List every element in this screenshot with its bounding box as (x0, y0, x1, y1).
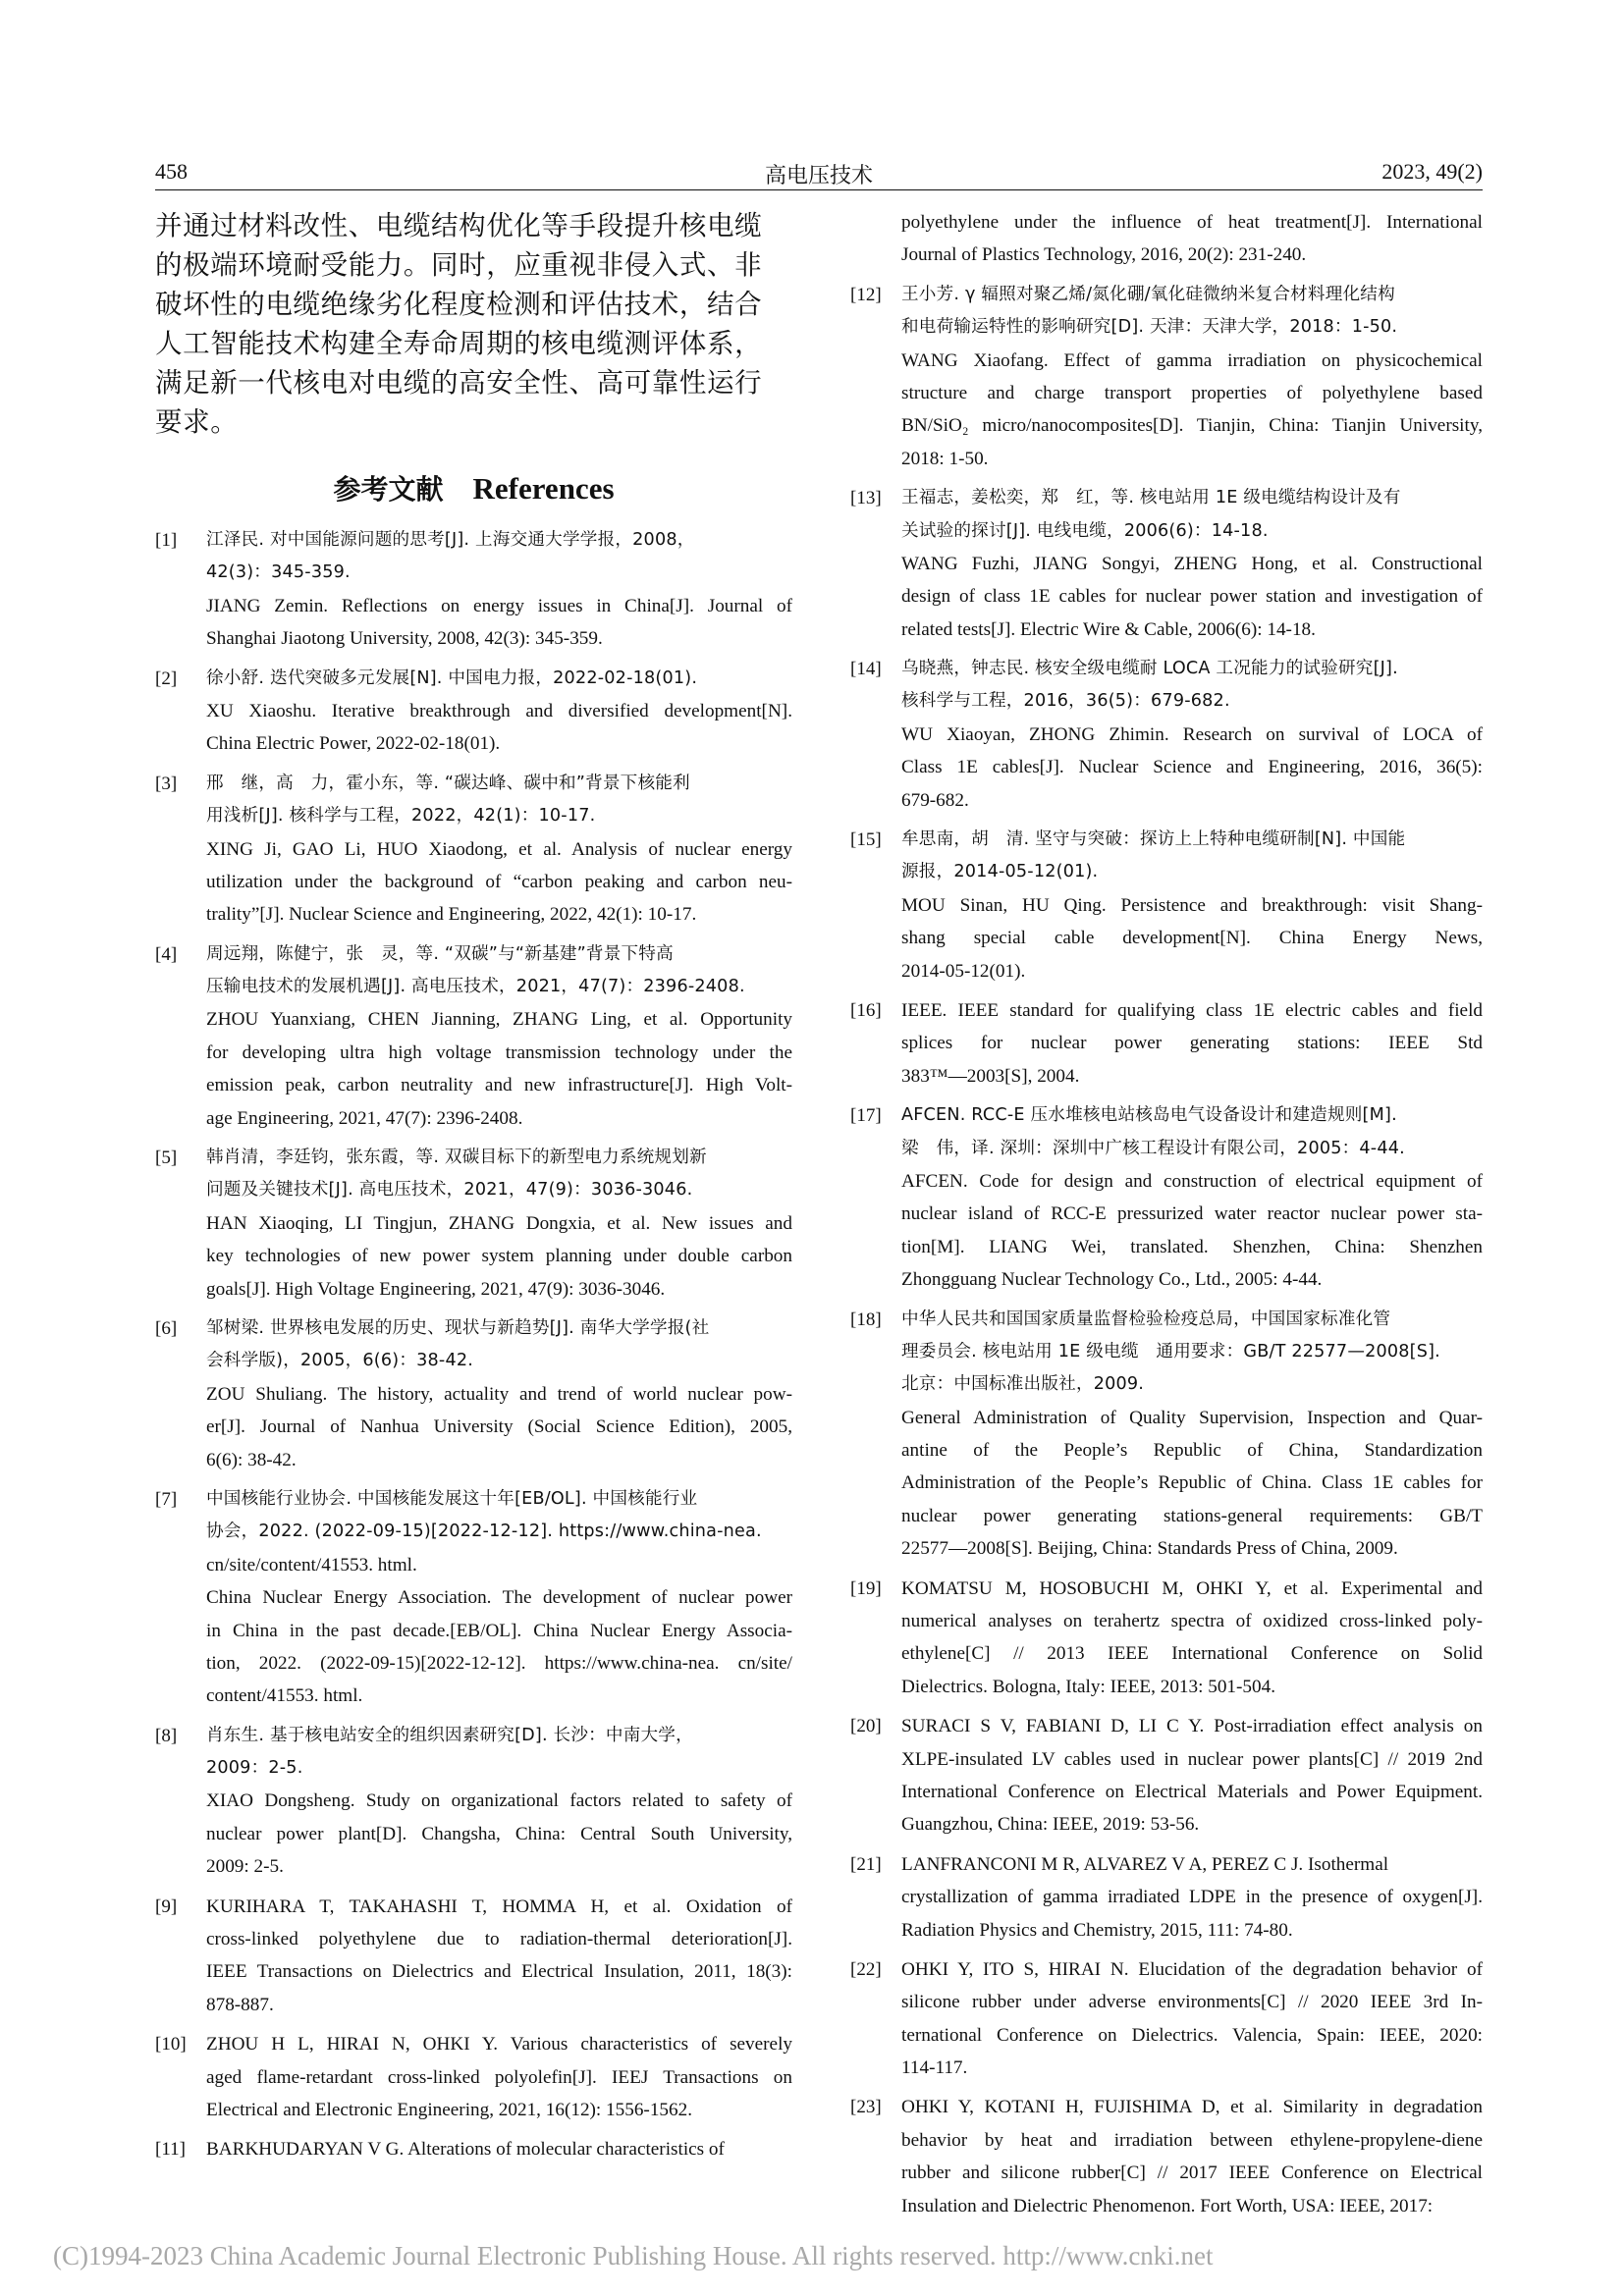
reference-line: design of class 1E cables for nuclear power station and investigation of (901, 586, 1483, 608)
reference-item (850, 1573, 1483, 1704)
reference-number: [14] (850, 659, 882, 680)
reference-line: ZHOU Yuanxiang, CHEN Jianning, ZHANG Ling, et al. Opportunity (206, 1009, 792, 1031)
page-number: 458 (155, 159, 188, 184)
reference-line: 878-887. (206, 1994, 274, 2015)
reference-line: 王福志，姜松奕，郑 红，等. 核电站用 1E 级电缆结构设计及有 (901, 488, 1401, 508)
reference-line: KURIHARA T, TAKAHASHI T, HOMMA H, et al. Oxidation of (206, 1896, 792, 1917)
references-heading-zh: 参考文献 (333, 473, 444, 506)
reference-number: [7] (155, 1488, 178, 1510)
reference-number: [13] (850, 488, 882, 509)
reference-line: content/41553. html. (206, 1685, 363, 1707)
reference-line: tion, 2022. (2022-09-15)[2022-12-12]. https://www.china-nea. cn/site/ (206, 1652, 792, 1674)
reference-line: 679-682. (901, 789, 969, 811)
paragraph-line: 的极端环境耐受能力。同时，应重视非侵入式、非 (155, 249, 763, 281)
paragraph-line: 人工智能技术构建全寿命周期的核电缆测评体系， (155, 328, 763, 359)
reference-line: XING Ji, GAO Li, HUO Xiaodong, et al. Analysis of nuclear energy (206, 838, 792, 860)
reference-line: Insulation and Dielectric Phenomenon. Fort Worth, USA: IEEE, 2017: (901, 2195, 1434, 2216)
reference-line: trality”[J]. Nuclear Science and Engineering, 2022, 42(1): 10-17. (206, 904, 697, 926)
reference-item (850, 1953, 1483, 2085)
reference-line: nuclear island of RCC-E pressurized water reactor nuclear power sta- (901, 1203, 1483, 1225)
left-column (155, 206, 792, 2173)
reference-line: 中国核能行业协会. 中国核能发展这十年[EB/OL]. 中国核能行业 (206, 1488, 698, 1509)
reference-line: OHKI Y, KOTANI H, FUJISHIMA D, et al. Similarity in degradation (901, 2097, 1483, 2118)
reference-line: Radiation Physics and Chemistry, 2015, 111: 74-80. (901, 1919, 1293, 1941)
reference-line: XIAO Dongsheng. Study on organizational factors related to safety of (206, 1790, 792, 1812)
header-rule (155, 189, 1483, 190)
reference-line: shang special cable development[N]. China Energy News, (901, 928, 1483, 949)
reference-line: OHKI Y, ITO S, HIRAI N. Elucidation of the degradation behavior of (901, 1958, 1483, 1980)
conclusion-paragraph (155, 206, 792, 442)
reference-number: [10] (155, 2034, 187, 2056)
reference-line: related tests[J]. Electric Wire & Cable, 2006(6): 14-18. (901, 618, 1316, 640)
reference-line: 6(6): 38-42. (206, 1449, 297, 1470)
running-header (155, 153, 1483, 192)
reference-line: 源报，2014-05-12(01). (901, 862, 1099, 882)
reference-line: XU Xiaoshu. Iterative breakthrough and diversified development[N]. (206, 700, 792, 721)
reference-item (155, 768, 792, 932)
reference-item (850, 2091, 1483, 2222)
paragraph-line: 并通过材料改性、电缆结构优化等手段提升核电缆 (155, 210, 763, 241)
reference-number: [20] (850, 1716, 882, 1737)
reference-line: ZOU Shuliang. The history, actuality and trend of world nuclear pow- (206, 1383, 792, 1405)
reference-list-left (155, 524, 792, 2166)
reference-line: ethylene[C] // 2013 IEEE International Conference on Solid (901, 1643, 1483, 1665)
reference-line: for developing ultra high voltage transmission technology under the (206, 1041, 792, 1063)
reference-list-right (850, 206, 1483, 2222)
reference-line: International Conference on Electrical Materials and Power Equipment. (901, 1781, 1483, 1802)
reference-number: [3] (155, 773, 178, 794)
reference-line: China Nuclear Energy Association. The development of nuclear power (206, 1587, 792, 1609)
reference-item (850, 1710, 1483, 1842)
reference-item (850, 482, 1483, 646)
reference-line: silicone rubber under adverse environments[C] // 2020 IEEE 3rd In- (901, 1992, 1483, 2013)
reference-number: [4] (155, 943, 178, 965)
reference-line: JIANG Zemin. Reflections on energy issues in China[J]. Journal of (206, 595, 792, 616)
reference-line: HAN Xiaoqing, LI Tingjun, ZHANG Dongxia, et al. New issues and (206, 1212, 792, 1234)
reference-line: AFCEN. Code for design and construction of electrical equipment of (901, 1170, 1483, 1192)
paragraph-line: 破坏性的电缆绝缘劣化程度检测和评估技术，结合 (155, 289, 763, 320)
reference-line: rubber and silicone rubber[C] // 2017 IEEE Conference on Electrical (901, 2163, 1483, 2184)
reference-line: 北京：中国标准出版社，2009. (901, 1374, 1145, 1395)
reference-line: Shanghai Jiaotong University, 2008, 42(3): 345-359. (206, 628, 603, 650)
reference-line: 2018: 1-50. (901, 448, 989, 469)
reference-line: 问题及关键技术[J]. 高电压技术，2021，47(9)：3036-3046. (206, 1180, 693, 1201)
reference-line: XLPE-insulated LV cables used in nuclear power plants[C] // 2019 2nd (901, 1748, 1483, 1770)
reference-line: BARKHUDARYAN V G. Alterations of molecular characteristics of (206, 2139, 725, 2161)
reference-line: 牟思南，胡 清. 坚守与突破：探访上上特种电缆研制[N]. 中国能 (901, 829, 1406, 850)
reference-line: cn/site/content/41553. html. (206, 1554, 417, 1575)
reference-line: age Engineering, 2021, 47(7): 2396-2408. (206, 1107, 523, 1129)
reference-number: [16] (850, 999, 882, 1021)
copyright-footer: (C)1994-2023 China Academic Journal Electronic Publishing House. All rights reserved. http://www.cnki.net (53, 2241, 1214, 2270)
reference-line: 理委员会. 核电站用 1E 级电缆 通用要求：GB/T 22577—2008[S]. (901, 1341, 1440, 1362)
reference-number: [5] (155, 1148, 178, 1169)
reference-line: AFCEN. RCC-E 压水堆核电站核岛电气设备设计和建造规则[M]. (901, 1105, 1397, 1126)
reference-line: WANG Fuzhi, JIANG Songyi, ZHENG Hong, et al. Constructional (901, 553, 1483, 574)
reference-line: in China in the past decade.[EB/OL]. China Nuclear Energy Associa- (206, 1620, 792, 1641)
reference-line: BN/SiO₂ micro/nanocomposites[D]. Tianjin, China: Tianjin University, (901, 415, 1483, 437)
references-heading-en: References (472, 471, 615, 506)
reference-line: er[J]. Journal of Nanhua University (Social Science Edition), 2005, (206, 1416, 792, 1438)
reference-item (155, 938, 792, 1135)
reference-line: nuclear power plant[D]. Changsha, China: Central South University, (206, 1823, 792, 1844)
reference-line: 江泽民. 对中国能源问题的思考[J]. 上海交通大学学报，2008， (206, 530, 695, 550)
reference-item (850, 1099, 1483, 1296)
reference-line: KOMATSU M, HOSOBUCHI M, OHKI Y, et al. Experimental and (901, 1577, 1483, 1599)
reference-item (850, 653, 1483, 817)
reference-item (155, 663, 792, 761)
reference-line: 乌晓燕，钟志民. 核安全级电缆耐 LOCA 工况能力的试验研究[J]. (901, 659, 1398, 679)
paragraph-line: 要求。 (155, 406, 239, 438)
reference-line: IEEE Transactions on Dielectrics and Electrical Insulation, 2011, 18(3): (206, 1961, 792, 1983)
issue-info: 2023, 49(2) (1381, 159, 1483, 184)
reference-number: [21] (850, 1853, 882, 1875)
reference-item (155, 2028, 792, 2126)
reference-line: 邹树梁. 世界核电发展的历史、现状与新趋势[J]. 南华大学学报(社 (206, 1317, 710, 1338)
reference-line: Guangzhou, China: IEEE, 2019: 53-56. (901, 1814, 1200, 1836)
reference-line: Administration of the People’s Republic of China. Class 1E cables for (901, 1472, 1483, 1494)
reference-line: polyethylene under the influence of heat treatment[J]. International (901, 212, 1483, 233)
reference-line: SURACI S V, FABIANI D, LI C Y. Post-irradiation effect analysis on (901, 1716, 1483, 1737)
reference-line: splices for nuclear power generating stations: IEEE Std (901, 1033, 1483, 1054)
reference-line: MOU Sinan, HU Qing. Persistence and breakthrough: visit Shang- (901, 894, 1483, 916)
reference-line: ternational Conference on Dielectrics. Valencia, Spain: IEEE, 2020: (901, 2024, 1483, 2046)
reference-line: key technologies of new power system planning under double carbon (206, 1246, 792, 1267)
reference-line: 压输电技术的发展机遇[J]. 高电压技术，2021，47(7)：2396-2408. (206, 977, 745, 997)
reference-item (850, 1304, 1483, 1566)
reference-number: [12] (850, 284, 882, 305)
reference-item (155, 1142, 792, 1306)
reference-line: antine of the People’s Republic of China, Standardization (901, 1440, 1483, 1462)
reference-line: Dielectrics. Bologna, Italy: IEEE, 2013: 501-504. (901, 1676, 1275, 1697)
reference-item (155, 1312, 792, 1476)
reference-item (155, 2133, 792, 2165)
reference-line: Journal of Plastics Technology, 2016, 20(2): 231-240. (901, 244, 1307, 266)
reference-line: cross-linked polyethylene due to radiation-thermal deterioration[J]. (206, 1929, 792, 1950)
reference-number: [8] (155, 1725, 178, 1746)
reference-line: 肖东生. 基于核电站安全的组织因素研究[D]. 长沙：中南大学， (206, 1725, 693, 1745)
reference-line: 42(3)：345-359. (206, 562, 351, 583)
reference-line: WANG Xiaofang. Effect of gamma irradiation on physicochemical (901, 349, 1483, 371)
reference-line: 2014-05-12(01). (901, 960, 1026, 982)
reference-line: 韩肖清，李廷钧，张东霞，等. 双碳目标下的新型电力系统规划新 (206, 1148, 707, 1168)
reference-line: General Administration of Quality Supervision, Inspection and Quar- (901, 1407, 1483, 1428)
reference-line: goals[J]. High Voltage Engineering, 2021, 47(9): 3036-3046. (206, 1278, 666, 1300)
reference-line: LANFRANCONI M R, ALVAREZ V A, PEREZ C J. Isothermal (901, 1853, 1389, 1875)
reference-item (850, 279, 1483, 475)
reference-line: WU Xiaoyan, ZHONG Zhimin. Research on survival of LOCA of (901, 723, 1483, 745)
reference-line: Zhongguang Nuclear Technology Co., Ltd., 2005: 4-44. (901, 1269, 1323, 1291)
reference-line: nuclear power generating stations-general requirements: GB/T (901, 1505, 1483, 1526)
reference-item (850, 206, 1483, 272)
reference-line: 核科学与工程，2016，36(5)：679-682. (901, 691, 1230, 712)
reference-line: 王小芳. γ 辐照对聚乙烯/氮化硼/氧化硅微纳米复合材料理化结构 (901, 284, 1395, 304)
reference-number: [17] (850, 1105, 882, 1127)
reference-item (155, 1720, 792, 1884)
reference-item (155, 1483, 792, 1713)
reference-line: ZHOU H L, HIRAI N, OHKI Y. Various characteristics of severely (206, 2034, 792, 2056)
paragraph-line: 满足新一代核电对电缆的高安全性、高可靠性运行 (155, 367, 763, 399)
reference-line: 关试验的探讨[J]. 电线电缆，2006(6)：14-18. (901, 520, 1269, 541)
reference-line: 会科学版)，2005，6(6)：38-42. (206, 1351, 474, 1371)
reference-line: IEEE. IEEE standard for qualifying class 1E electric cables and field (901, 999, 1483, 1021)
reference-line: 114-117. (901, 2057, 968, 2079)
reference-line: 协会，2022. (2022-09-15)[2022-12-12]. https://www.china-nea. (206, 1522, 762, 1542)
reference-line: 徐小舒. 迭代突破多元发展[N]. 中国电力报，2022-02-18(01). (206, 667, 698, 688)
reference-number: [11] (155, 2139, 186, 2161)
reference-line: structure and charge transport properties of polyethylene based (901, 382, 1483, 403)
reference-number: [18] (850, 1308, 882, 1330)
reference-number: [22] (850, 1958, 882, 1980)
reference-line: 2009: 2-5. (206, 1856, 284, 1878)
reference-line: 邢 继，高 力，霍小东，等. “碳达峰、碳中和”背景下核能利 (206, 773, 690, 793)
reference-number: [2] (155, 667, 178, 689)
reference-item (850, 994, 1483, 1093)
reference-line: 和电荷输运特性的影响研究[D]. 天津：天津大学，2018：1-50. (901, 317, 1398, 338)
reference-item (850, 824, 1483, 988)
reference-line: Class 1E cables[J]. Nuclear Science and Engineering, 2016, 36(5): (901, 757, 1483, 778)
reference-number: [15] (850, 829, 882, 851)
journal-name: 高电压技术 (764, 163, 873, 187)
reference-line: tion[M]. LIANG Wei, translated. Shenzhen, China: Shenzhen (901, 1236, 1483, 1257)
reference-line: Electrical and Electronic Engineering, 2021, 16(12): 1556-1562. (206, 2099, 692, 2120)
reference-line: China Electric Power, 2022-02-18(01). (206, 733, 501, 755)
reference-line: behavior by heat and irradiation between ethylene-propylene-diene (901, 2129, 1483, 2151)
reference-line: 中华人民共和国国家质量监督检验检疫总局，中国国家标准化管 (901, 1308, 1391, 1329)
right-column (850, 206, 1483, 2229)
reference-number: [19] (850, 1577, 882, 1599)
reference-line: numerical analyses on terahertz spectra of oxidized cross-linked poly- (901, 1611, 1483, 1632)
reference-item (155, 524, 792, 656)
reference-line: 22577—2008[S]. Beijing, China: Standards Press of China, 2009. (901, 1538, 1398, 1560)
reference-number: [6] (155, 1317, 178, 1339)
reference-line: 用浅析[J]. 核科学与工程，2022，42(1)：10-17. (206, 806, 596, 827)
reference-number: [9] (155, 1896, 178, 1917)
reference-line: 2009：2-5. (206, 1758, 303, 1779)
reference-item (155, 1891, 792, 2022)
reference-number: [1] (155, 530, 178, 551)
reference-number: [23] (850, 2097, 882, 2118)
reference-line: 383™—2003[S], 2004. (901, 1065, 1080, 1087)
reference-item (850, 1848, 1483, 1947)
reference-line: utilization under the background of “carbon peaking and carbon neu- (206, 871, 792, 892)
reference-line: 周远翔，陈健宁，张 灵，等. “双碳”与“新基建”背景下特高 (206, 943, 674, 964)
reference-line: aged flame-retardant cross-linked polyolefin[J]. IEEJ Transactions on (206, 2066, 792, 2088)
reference-line: 梁 伟，译. 深圳：深圳中广核工程设计有限公司，2005：4-44. (901, 1138, 1405, 1158)
reference-line: emission peak, carbon neutrality and new infrastructure[J]. High Volt- (206, 1075, 792, 1096)
references-heading (155, 467, 792, 510)
reference-line: crystallization of gamma irradiated LDPE in the presence of oxygen[J]. (901, 1887, 1483, 1908)
